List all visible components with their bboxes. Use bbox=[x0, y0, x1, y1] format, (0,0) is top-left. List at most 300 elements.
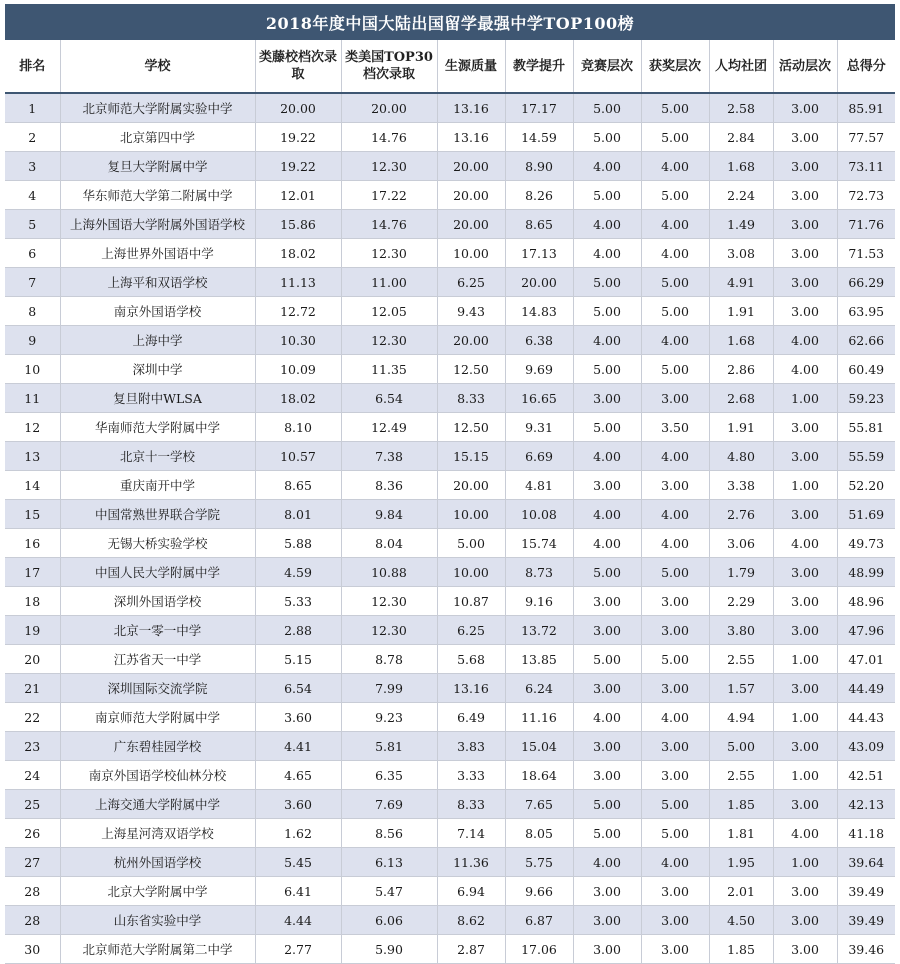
activity-cell: 3.00 bbox=[773, 616, 837, 645]
rank-cell: 1 bbox=[5, 93, 60, 123]
competition-cell: 5.00 bbox=[573, 123, 641, 152]
header-row bbox=[5, 40, 895, 93]
club-cell: 3.06 bbox=[709, 529, 773, 558]
top30-cell: 12.49 bbox=[341, 413, 437, 442]
top30-cell: 8.56 bbox=[341, 819, 437, 848]
top30-cell: 6.13 bbox=[341, 848, 437, 877]
club-cell: 1.91 bbox=[709, 297, 773, 326]
source-cell: 13.16 bbox=[437, 93, 505, 123]
school-cell: 杭州外国语学校 bbox=[60, 848, 255, 877]
total-cell: 49.73 bbox=[837, 529, 895, 558]
rank-cell: 6 bbox=[5, 239, 60, 268]
activity-cell: 3.00 bbox=[773, 181, 837, 210]
activity-cell: 3.00 bbox=[773, 297, 837, 326]
club-cell: 4.94 bbox=[709, 703, 773, 732]
school-cell: 北京第四中学 bbox=[60, 123, 255, 152]
school-cell: 江苏省天一中学 bbox=[60, 645, 255, 674]
activity-cell: 3.00 bbox=[773, 268, 837, 297]
award-cell: 4.00 bbox=[641, 529, 709, 558]
rank-cell: 20 bbox=[5, 645, 60, 674]
competition-cell: 5.00 bbox=[573, 819, 641, 848]
competition-cell: 5.00 bbox=[573, 297, 641, 326]
ivy-cell: 8.10 bbox=[255, 413, 341, 442]
table-row bbox=[5, 471, 895, 500]
school-cell: 中国人民大学附属中学 bbox=[60, 558, 255, 587]
rank-cell: 30 bbox=[5, 935, 60, 964]
teaching-cell: 6.38 bbox=[505, 326, 573, 355]
competition-cell: 3.00 bbox=[573, 587, 641, 616]
school-cell: 南京外国语学校 bbox=[60, 297, 255, 326]
ivy-cell: 15.86 bbox=[255, 210, 341, 239]
award-cell: 3.00 bbox=[641, 674, 709, 703]
rank-cell: 7 bbox=[5, 268, 60, 297]
award-cell: 5.00 bbox=[641, 268, 709, 297]
rank-cell: 5 bbox=[5, 210, 60, 239]
source-cell: 8.33 bbox=[437, 384, 505, 413]
school-cell: 山东省实验中学 bbox=[60, 906, 255, 935]
source-cell: 20.00 bbox=[437, 326, 505, 355]
table-row bbox=[5, 355, 895, 384]
top30-cell: 14.76 bbox=[341, 210, 437, 239]
header-source: 生源质量 bbox=[437, 40, 505, 93]
total-cell: 47.96 bbox=[837, 616, 895, 645]
teaching-cell: 8.73 bbox=[505, 558, 573, 587]
competition-cell: 4.00 bbox=[573, 210, 641, 239]
school-cell: 重庆南开中学 bbox=[60, 471, 255, 500]
award-cell: 3.00 bbox=[641, 877, 709, 906]
activity-cell: 4.00 bbox=[773, 355, 837, 384]
header-club: 人均社团 bbox=[709, 40, 773, 93]
ivy-cell: 2.77 bbox=[255, 935, 341, 964]
teaching-cell: 6.24 bbox=[505, 674, 573, 703]
table-row bbox=[5, 181, 895, 210]
club-cell: 4.50 bbox=[709, 906, 773, 935]
table-row bbox=[5, 268, 895, 297]
award-cell: 4.00 bbox=[641, 326, 709, 355]
rank-cell: 23 bbox=[5, 732, 60, 761]
rank-cell: 19 bbox=[5, 616, 60, 645]
total-cell: 73.11 bbox=[837, 152, 895, 181]
teaching-cell: 7.65 bbox=[505, 790, 573, 819]
source-cell: 8.62 bbox=[437, 906, 505, 935]
total-cell: 71.53 bbox=[837, 239, 895, 268]
source-cell: 12.50 bbox=[437, 355, 505, 384]
total-cell: 55.81 bbox=[837, 413, 895, 442]
school-cell: 上海世界外国语中学 bbox=[60, 239, 255, 268]
activity-cell: 3.00 bbox=[773, 732, 837, 761]
school-cell: 华东师范大学第二附属中学 bbox=[60, 181, 255, 210]
activity-cell: 3.00 bbox=[773, 93, 837, 123]
table-row bbox=[5, 529, 895, 558]
source-cell: 11.36 bbox=[437, 848, 505, 877]
rank-cell: 9 bbox=[5, 326, 60, 355]
total-cell: 41.18 bbox=[837, 819, 895, 848]
club-cell: 2.29 bbox=[709, 587, 773, 616]
award-cell: 3.00 bbox=[641, 935, 709, 964]
header-award: 获奖层次 bbox=[641, 40, 709, 93]
award-cell: 5.00 bbox=[641, 645, 709, 674]
source-cell: 6.94 bbox=[437, 877, 505, 906]
source-cell: 2.87 bbox=[437, 935, 505, 964]
teaching-cell: 20.00 bbox=[505, 268, 573, 297]
table-row bbox=[5, 413, 895, 442]
total-cell: 62.66 bbox=[837, 326, 895, 355]
award-cell: 4.00 bbox=[641, 210, 709, 239]
activity-cell: 1.00 bbox=[773, 645, 837, 674]
award-cell: 5.00 bbox=[641, 93, 709, 123]
activity-cell: 3.00 bbox=[773, 877, 837, 906]
club-cell: 2.55 bbox=[709, 645, 773, 674]
source-cell: 20.00 bbox=[437, 471, 505, 500]
award-cell: 3.00 bbox=[641, 471, 709, 500]
source-cell: 20.00 bbox=[437, 210, 505, 239]
top30-cell: 5.47 bbox=[341, 877, 437, 906]
top30-cell: 12.30 bbox=[341, 616, 437, 645]
source-cell: 8.33 bbox=[437, 790, 505, 819]
table-row bbox=[5, 239, 895, 268]
rank-cell: 8 bbox=[5, 297, 60, 326]
header-total: 总得分 bbox=[837, 40, 895, 93]
activity-cell: 3.00 bbox=[773, 935, 837, 964]
source-cell: 6.25 bbox=[437, 268, 505, 297]
source-cell: 6.49 bbox=[437, 703, 505, 732]
table-row bbox=[5, 732, 895, 761]
ivy-cell: 11.13 bbox=[255, 268, 341, 297]
table-row bbox=[5, 935, 895, 964]
competition-cell: 3.00 bbox=[573, 761, 641, 790]
top30-cell: 11.35 bbox=[341, 355, 437, 384]
ranking-table bbox=[5, 40, 895, 964]
teaching-cell: 5.75 bbox=[505, 848, 573, 877]
teaching-cell: 13.72 bbox=[505, 616, 573, 645]
school-cell: 上海外国语大学附属外国语学校 bbox=[60, 210, 255, 239]
activity-cell: 3.00 bbox=[773, 906, 837, 935]
competition-cell: 3.00 bbox=[573, 732, 641, 761]
total-cell: 71.76 bbox=[837, 210, 895, 239]
table-row bbox=[5, 500, 895, 529]
club-cell: 3.38 bbox=[709, 471, 773, 500]
top30-cell: 12.05 bbox=[341, 297, 437, 326]
competition-cell: 4.00 bbox=[573, 152, 641, 181]
top30-cell: 10.88 bbox=[341, 558, 437, 587]
ivy-cell: 6.41 bbox=[255, 877, 341, 906]
club-cell: 2.01 bbox=[709, 877, 773, 906]
top30-cell: 14.76 bbox=[341, 123, 437, 152]
competition-cell: 5.00 bbox=[573, 413, 641, 442]
source-cell: 10.00 bbox=[437, 239, 505, 268]
club-cell: 3.80 bbox=[709, 616, 773, 645]
table-row bbox=[5, 326, 895, 355]
ivy-cell: 5.45 bbox=[255, 848, 341, 877]
total-cell: 85.91 bbox=[837, 93, 895, 123]
table-row bbox=[5, 384, 895, 413]
school-cell: 南京外国语学校仙林分校 bbox=[60, 761, 255, 790]
activity-cell: 3.00 bbox=[773, 413, 837, 442]
teaching-cell: 11.16 bbox=[505, 703, 573, 732]
competition-cell: 5.00 bbox=[573, 93, 641, 123]
school-cell: 复旦大学附属中学 bbox=[60, 152, 255, 181]
total-cell: 39.64 bbox=[837, 848, 895, 877]
source-cell: 9.43 bbox=[437, 297, 505, 326]
teaching-cell: 15.04 bbox=[505, 732, 573, 761]
teaching-cell: 17.17 bbox=[505, 93, 573, 123]
award-cell: 3.00 bbox=[641, 761, 709, 790]
source-cell: 7.14 bbox=[437, 819, 505, 848]
teaching-cell: 14.59 bbox=[505, 123, 573, 152]
total-cell: 77.57 bbox=[837, 123, 895, 152]
rank-cell: 21 bbox=[5, 674, 60, 703]
award-cell: 5.00 bbox=[641, 181, 709, 210]
ivy-cell: 18.02 bbox=[255, 384, 341, 413]
top30-cell: 8.36 bbox=[341, 471, 437, 500]
top30-cell: 7.69 bbox=[341, 790, 437, 819]
rank-cell: 10 bbox=[5, 355, 60, 384]
table-row bbox=[5, 645, 895, 674]
competition-cell: 4.00 bbox=[573, 848, 641, 877]
table-row bbox=[5, 848, 895, 877]
activity-cell: 3.00 bbox=[773, 152, 837, 181]
school-cell: 南京师范大学附属中学 bbox=[60, 703, 255, 732]
competition-cell: 3.00 bbox=[573, 384, 641, 413]
total-cell: 72.73 bbox=[837, 181, 895, 210]
competition-cell: 3.00 bbox=[573, 906, 641, 935]
top30-cell: 9.23 bbox=[341, 703, 437, 732]
club-cell: 4.91 bbox=[709, 268, 773, 297]
source-cell: 20.00 bbox=[437, 181, 505, 210]
school-cell: 北京师范大学附属第二中学 bbox=[60, 935, 255, 964]
award-cell: 4.00 bbox=[641, 239, 709, 268]
award-cell: 4.00 bbox=[641, 848, 709, 877]
award-cell: 3.50 bbox=[641, 413, 709, 442]
competition-cell: 4.00 bbox=[573, 442, 641, 471]
activity-cell: 3.00 bbox=[773, 790, 837, 819]
top30-cell: 17.22 bbox=[341, 181, 437, 210]
ivy-cell: 3.60 bbox=[255, 703, 341, 732]
ivy-cell: 6.54 bbox=[255, 674, 341, 703]
ivy-cell: 4.41 bbox=[255, 732, 341, 761]
ivy-cell: 8.65 bbox=[255, 471, 341, 500]
school-cell: 北京十一学校 bbox=[60, 442, 255, 471]
table-row bbox=[5, 674, 895, 703]
ivy-cell: 8.01 bbox=[255, 500, 341, 529]
rank-cell: 27 bbox=[5, 848, 60, 877]
club-cell: 3.08 bbox=[709, 239, 773, 268]
activity-cell: 1.00 bbox=[773, 471, 837, 500]
teaching-cell: 8.65 bbox=[505, 210, 573, 239]
activity-cell: 4.00 bbox=[773, 819, 837, 848]
top30-cell: 7.99 bbox=[341, 674, 437, 703]
table-title: 2018年度中国大陆出国留学最强中学TOP100榜 bbox=[5, 4, 895, 40]
teaching-cell: 9.31 bbox=[505, 413, 573, 442]
top30-cell: 20.00 bbox=[341, 93, 437, 123]
club-cell: 1.49 bbox=[709, 210, 773, 239]
rank-cell: 17 bbox=[5, 558, 60, 587]
ivy-cell: 12.72 bbox=[255, 297, 341, 326]
top30-cell: 12.30 bbox=[341, 239, 437, 268]
total-cell: 42.13 bbox=[837, 790, 895, 819]
award-cell: 3.00 bbox=[641, 384, 709, 413]
ivy-cell: 10.09 bbox=[255, 355, 341, 384]
source-cell: 10.00 bbox=[437, 558, 505, 587]
teaching-cell: 13.85 bbox=[505, 645, 573, 674]
club-cell: 1.68 bbox=[709, 326, 773, 355]
total-cell: 51.69 bbox=[837, 500, 895, 529]
activity-cell: 3.00 bbox=[773, 123, 837, 152]
club-cell: 2.55 bbox=[709, 761, 773, 790]
source-cell: 20.00 bbox=[437, 152, 505, 181]
activity-cell: 4.00 bbox=[773, 326, 837, 355]
activity-cell: 1.00 bbox=[773, 384, 837, 413]
top30-cell: 6.35 bbox=[341, 761, 437, 790]
ivy-cell: 18.02 bbox=[255, 239, 341, 268]
header-competition: 竞赛层次 bbox=[573, 40, 641, 93]
club-cell: 1.85 bbox=[709, 935, 773, 964]
rank-cell: 2 bbox=[5, 123, 60, 152]
school-cell: 深圳中学 bbox=[60, 355, 255, 384]
teaching-cell: 17.06 bbox=[505, 935, 573, 964]
award-cell: 3.00 bbox=[641, 616, 709, 645]
table-row bbox=[5, 210, 895, 239]
rank-cell: 28 bbox=[5, 877, 60, 906]
ivy-cell: 10.57 bbox=[255, 442, 341, 471]
award-cell: 4.00 bbox=[641, 500, 709, 529]
activity-cell: 4.00 bbox=[773, 529, 837, 558]
award-cell: 3.00 bbox=[641, 906, 709, 935]
ivy-cell: 5.33 bbox=[255, 587, 341, 616]
table-row bbox=[5, 297, 895, 326]
ivy-cell: 4.59 bbox=[255, 558, 341, 587]
total-cell: 39.49 bbox=[837, 906, 895, 935]
top30-cell: 6.06 bbox=[341, 906, 437, 935]
award-cell: 5.00 bbox=[641, 790, 709, 819]
activity-cell: 3.00 bbox=[773, 442, 837, 471]
ivy-cell: 10.30 bbox=[255, 326, 341, 355]
table-row bbox=[5, 616, 895, 645]
top30-cell: 5.90 bbox=[341, 935, 437, 964]
top30-cell: 12.30 bbox=[341, 152, 437, 181]
teaching-cell: 8.26 bbox=[505, 181, 573, 210]
rank-cell: 14 bbox=[5, 471, 60, 500]
teaching-cell: 8.05 bbox=[505, 819, 573, 848]
total-cell: 48.99 bbox=[837, 558, 895, 587]
table-row bbox=[5, 877, 895, 906]
source-cell: 6.25 bbox=[437, 616, 505, 645]
club-cell: 2.86 bbox=[709, 355, 773, 384]
activity-cell: 1.00 bbox=[773, 703, 837, 732]
header-ivy: 类藤校档次录取 bbox=[255, 40, 341, 93]
school-cell: 北京师范大学附属实验中学 bbox=[60, 93, 255, 123]
teaching-cell: 17.13 bbox=[505, 239, 573, 268]
competition-cell: 5.00 bbox=[573, 645, 641, 674]
top30-cell: 5.81 bbox=[341, 732, 437, 761]
activity-cell: 1.00 bbox=[773, 761, 837, 790]
table-row bbox=[5, 123, 895, 152]
table-row bbox=[5, 761, 895, 790]
source-cell: 5.68 bbox=[437, 645, 505, 674]
rank-cell: 18 bbox=[5, 587, 60, 616]
source-cell: 13.16 bbox=[437, 123, 505, 152]
competition-cell: 3.00 bbox=[573, 616, 641, 645]
top30-cell: 9.84 bbox=[341, 500, 437, 529]
club-cell: 1.85 bbox=[709, 790, 773, 819]
club-cell: 4.80 bbox=[709, 442, 773, 471]
teaching-cell: 16.65 bbox=[505, 384, 573, 413]
source-cell: 10.87 bbox=[437, 587, 505, 616]
ivy-cell: 4.65 bbox=[255, 761, 341, 790]
club-cell: 1.95 bbox=[709, 848, 773, 877]
teaching-cell: 9.16 bbox=[505, 587, 573, 616]
competition-cell: 5.00 bbox=[573, 268, 641, 297]
rank-cell: 22 bbox=[5, 703, 60, 732]
table-body bbox=[5, 93, 895, 964]
award-cell: 3.00 bbox=[641, 732, 709, 761]
competition-cell: 3.00 bbox=[573, 935, 641, 964]
teaching-cell: 15.74 bbox=[505, 529, 573, 558]
table-row bbox=[5, 442, 895, 471]
award-cell: 5.00 bbox=[641, 123, 709, 152]
total-cell: 42.51 bbox=[837, 761, 895, 790]
ivy-cell: 1.62 bbox=[255, 819, 341, 848]
total-cell: 63.95 bbox=[837, 297, 895, 326]
rank-cell: 26 bbox=[5, 819, 60, 848]
total-cell: 48.96 bbox=[837, 587, 895, 616]
teaching-cell: 14.83 bbox=[505, 297, 573, 326]
school-cell: 北京一零一中学 bbox=[60, 616, 255, 645]
teaching-cell: 10.08 bbox=[505, 500, 573, 529]
table-row bbox=[5, 558, 895, 587]
ivy-cell: 20.00 bbox=[255, 93, 341, 123]
teaching-cell: 18.64 bbox=[505, 761, 573, 790]
competition-cell: 3.00 bbox=[573, 674, 641, 703]
rank-cell: 28 bbox=[5, 906, 60, 935]
teaching-cell: 6.87 bbox=[505, 906, 573, 935]
source-cell: 12.50 bbox=[437, 413, 505, 442]
activity-cell: 3.00 bbox=[773, 500, 837, 529]
school-cell: 中国常熟世界联合学院 bbox=[60, 500, 255, 529]
award-cell: 4.00 bbox=[641, 703, 709, 732]
rank-cell: 12 bbox=[5, 413, 60, 442]
teaching-cell: 9.69 bbox=[505, 355, 573, 384]
club-cell: 1.91 bbox=[709, 413, 773, 442]
teaching-cell: 9.66 bbox=[505, 877, 573, 906]
table-row bbox=[5, 152, 895, 181]
award-cell: 5.00 bbox=[641, 819, 709, 848]
total-cell: 39.46 bbox=[837, 935, 895, 964]
school-cell: 上海交通大学附属中学 bbox=[60, 790, 255, 819]
source-cell: 3.33 bbox=[437, 761, 505, 790]
competition-cell: 5.00 bbox=[573, 181, 641, 210]
activity-cell: 3.00 bbox=[773, 674, 837, 703]
competition-cell: 4.00 bbox=[573, 326, 641, 355]
source-cell: 5.00 bbox=[437, 529, 505, 558]
source-cell: 15.15 bbox=[437, 442, 505, 471]
activity-cell: 1.00 bbox=[773, 848, 837, 877]
competition-cell: 5.00 bbox=[573, 790, 641, 819]
ivy-cell: 3.60 bbox=[255, 790, 341, 819]
ivy-cell: 5.88 bbox=[255, 529, 341, 558]
school-cell: 深圳外国语学校 bbox=[60, 587, 255, 616]
rank-cell: 16 bbox=[5, 529, 60, 558]
activity-cell: 3.00 bbox=[773, 239, 837, 268]
club-cell: 1.68 bbox=[709, 152, 773, 181]
activity-cell: 3.00 bbox=[773, 558, 837, 587]
total-cell: 44.43 bbox=[837, 703, 895, 732]
source-cell: 13.16 bbox=[437, 674, 505, 703]
school-cell: 上海星河湾双语学校 bbox=[60, 819, 255, 848]
rank-cell: 3 bbox=[5, 152, 60, 181]
competition-cell: 5.00 bbox=[573, 355, 641, 384]
total-cell: 66.29 bbox=[837, 268, 895, 297]
